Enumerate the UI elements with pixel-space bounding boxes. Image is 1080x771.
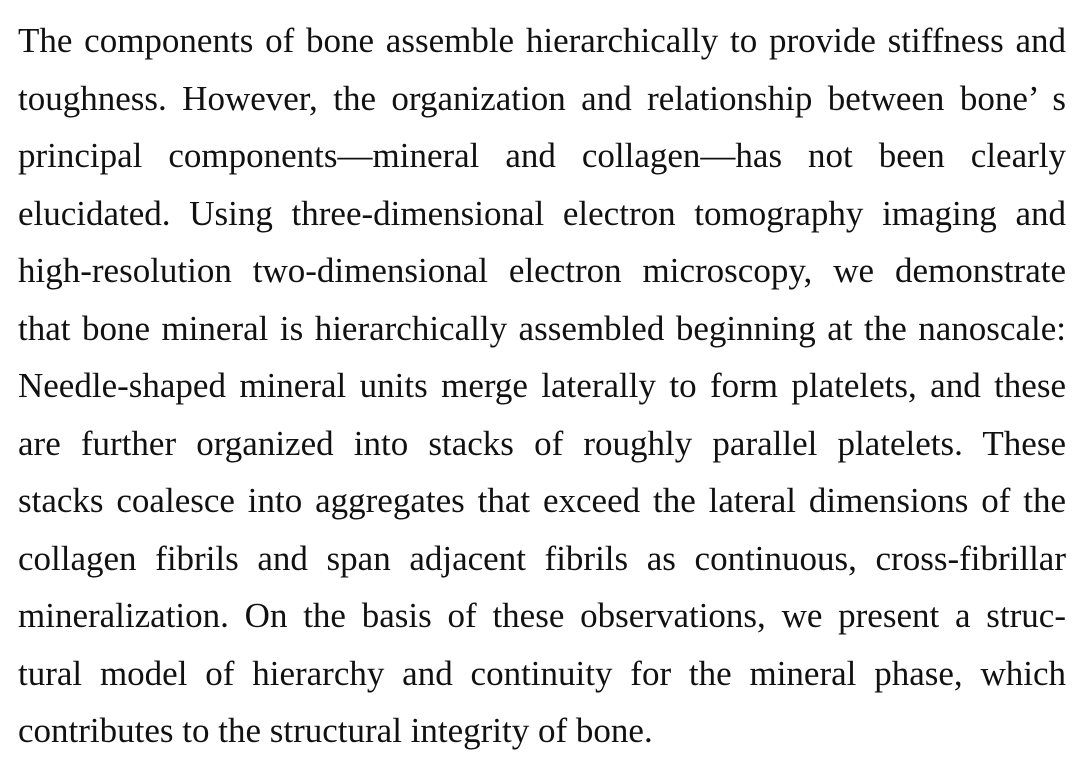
text-line: are further organized into stacks of roughly parallel platelets. These xyxy=(18,423,1066,463)
text-line: elucidated. Using three-dimensional electron tomography imaging and xyxy=(18,193,1066,233)
text-line: mineralization. On the basis of these observations, we present a struc- xyxy=(18,596,1066,635)
abstract-paragraph xyxy=(18,12,1066,760)
text-line: high-resolution two-dimensional electron microscopy, we demonstrate xyxy=(18,251,1066,290)
text-line: collagen fibrils and span adjacent fibrils as continuous, cross-fibrillar xyxy=(18,538,1066,578)
text-line: principal components—mineral and collagen—has not been clearly xyxy=(18,136,1066,175)
text-line: Needle-shaped mineral units merge laterally to form platelets, and these xyxy=(18,366,1066,405)
text-line: The components of bone assemble hierarchically to provide stiffness and xyxy=(18,21,1066,60)
text-line: contributes to the structural integrity of bone. xyxy=(18,711,653,750)
text-line: stacks coalesce into aggregates that exceed the lateral dimensions of the xyxy=(18,481,1066,520)
text-line: toughness. However, the organization and relationship between bone’ s xyxy=(18,78,1066,118)
text-line: tural model of hierarchy and continuity for the mineral phase, which xyxy=(18,653,1066,693)
text-line: that bone mineral is hierarchically assembled beginning at the nanoscale: xyxy=(18,308,1066,348)
